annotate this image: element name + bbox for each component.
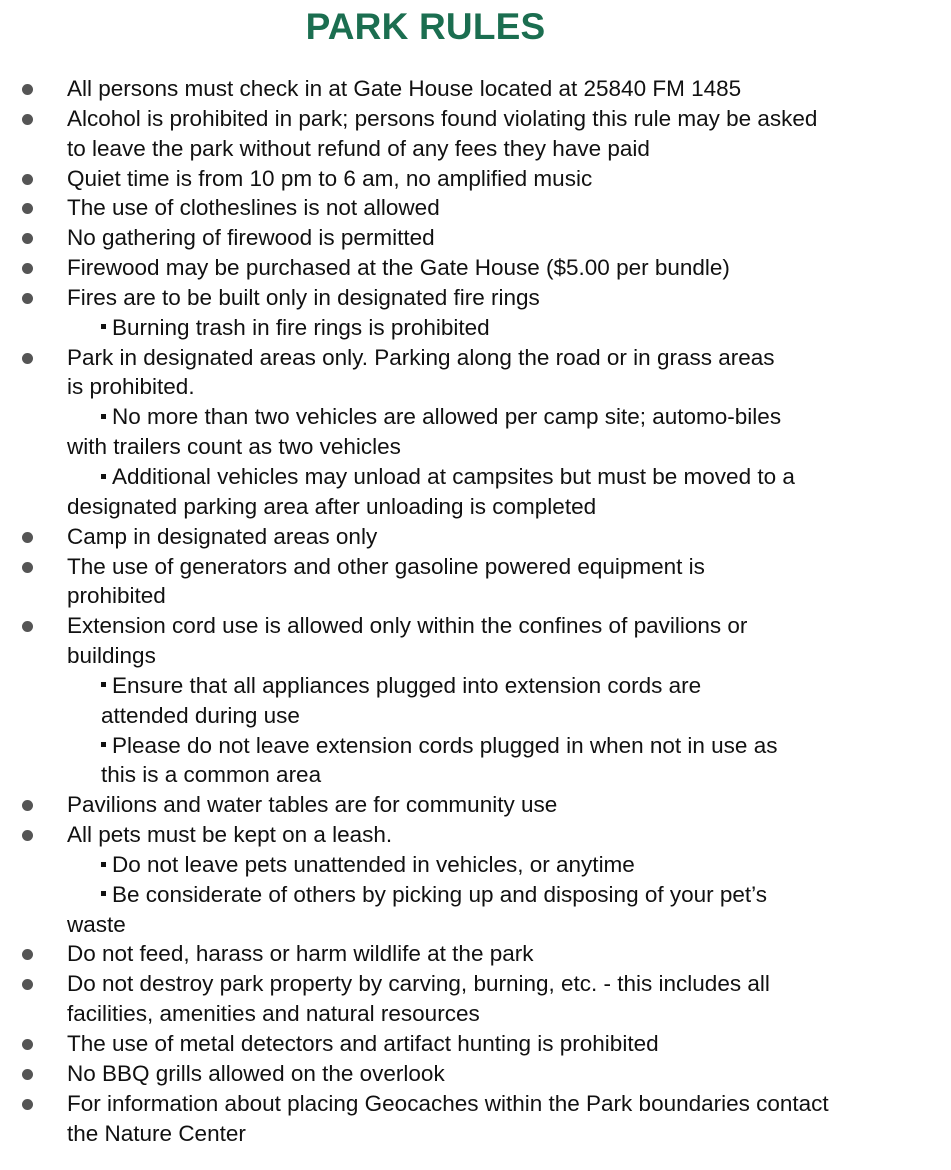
rule-item bbox=[0, 522, 900, 552]
bullet-icon bbox=[22, 830, 33, 841]
sub-rule-text: Additional vehicles may unload at campsites but must be moved to a designated parking area after unloading is completed bbox=[67, 463, 795, 519]
rules-list bbox=[0, 74, 900, 1148]
bullet-icon bbox=[22, 174, 33, 185]
rule-item bbox=[0, 1029, 900, 1059]
sub-rule-item bbox=[0, 850, 900, 880]
rule-item bbox=[0, 820, 900, 850]
square-bullet-icon bbox=[101, 742, 106, 747]
sub-rule-item bbox=[0, 313, 900, 343]
rule-text: Park in designated areas only. Parking along the road or in grass areas is prohibited. bbox=[67, 344, 775, 400]
rule-item bbox=[0, 1089, 837, 1149]
square-bullet-icon bbox=[101, 682, 106, 687]
rule-text: Extension cord use is allowed only within the confines of pavilions or buildings bbox=[67, 613, 748, 669]
rule-text: No BBQ grills allowed on the overlook bbox=[67, 1060, 445, 1086]
rule-item bbox=[0, 74, 900, 104]
sub-rule-text: Ensure that all appliances plugged into extension cords are attended during use bbox=[101, 672, 702, 728]
rule-item bbox=[0, 1059, 900, 1089]
bullet-icon bbox=[22, 1039, 33, 1050]
bullet-icon bbox=[22, 1099, 33, 1110]
rule-item bbox=[0, 164, 900, 194]
sub-rule-text: No more than two vehicles are allowed per camp site; automo-biles with trailers count as two vehicles bbox=[67, 404, 782, 460]
rule-item bbox=[0, 223, 900, 253]
square-bullet-icon bbox=[101, 474, 106, 479]
rule-text: No gathering of firewood is permitted bbox=[67, 225, 435, 251]
square-bullet-icon bbox=[101, 324, 106, 329]
sub-rule-text: Do not leave pets unattended in vehicles, or anytime bbox=[112, 851, 635, 877]
square-bullet-icon bbox=[101, 862, 106, 867]
rule-item bbox=[0, 611, 827, 671]
bullet-icon bbox=[22, 532, 33, 543]
rule-text: The use of generators and other gasoline powered equipment is prohibited bbox=[67, 553, 705, 609]
sub-rule-item bbox=[0, 880, 787, 940]
bullet-icon bbox=[22, 114, 33, 125]
rule-item bbox=[0, 104, 827, 164]
bullet-icon bbox=[22, 800, 33, 811]
rule-text: For information about placing Geocaches within the Park boundaries contact the Nature Center bbox=[67, 1090, 829, 1146]
rule-text: Quiet time is from 10 pm to 6 am, no amplified music bbox=[67, 165, 593, 191]
bullet-icon bbox=[22, 562, 33, 573]
bullet-icon bbox=[22, 621, 33, 632]
rule-item bbox=[0, 790, 900, 820]
sub-rule-item bbox=[0, 462, 837, 522]
rule-text: Camp in designated areas only bbox=[67, 523, 378, 549]
bullet-icon bbox=[22, 233, 33, 244]
sub-rule-item bbox=[0, 402, 815, 462]
rule-item bbox=[0, 939, 900, 969]
rule-item bbox=[0, 253, 900, 283]
rule-item bbox=[0, 193, 900, 223]
rule-text: The use of metal detectors and artifact hunting is prohibited bbox=[67, 1031, 659, 1056]
rule-text: Fires are to be built only in designated fire rings bbox=[67, 284, 540, 310]
bullet-icon bbox=[22, 293, 33, 304]
page-title: PARK RULES bbox=[305, 6, 546, 47]
square-bullet-icon bbox=[101, 891, 106, 896]
rule-text: All pets must be kept on a leash. bbox=[67, 822, 393, 848]
rule-item bbox=[0, 552, 787, 612]
rule-item bbox=[0, 969, 827, 1029]
sub-rule-text: Be considerate of others by picking up and disposing of your pet’s waste bbox=[67, 881, 767, 937]
bullet-icon bbox=[22, 84, 33, 95]
square-bullet-icon bbox=[101, 414, 106, 419]
sub-rule-item bbox=[0, 731, 791, 791]
bullet-icon bbox=[22, 263, 33, 274]
bullet-icon bbox=[22, 353, 33, 364]
rule-text: Pavilions and water tables are for community use bbox=[67, 792, 558, 818]
rule-text: All persons must check in at Gate House located at 25840 FM 1485 bbox=[67, 76, 742, 101]
rule-text: The use of clotheslines is not allowed bbox=[67, 195, 440, 221]
bullet-icon bbox=[22, 1069, 33, 1080]
bullet-icon bbox=[22, 949, 33, 960]
rule-text: Do not destroy park property by carving, burning, etc. - this includes all facilities, amenities and natural resources bbox=[67, 971, 770, 1027]
rule-item bbox=[0, 343, 787, 403]
sub-rule-text: Burning trash in fire rings is prohibited bbox=[112, 314, 490, 340]
bullet-icon bbox=[22, 979, 33, 990]
rule-item bbox=[0, 283, 900, 313]
rule-text: Firewood may be purchased at the Gate House ($5.00 per bundle) bbox=[67, 255, 730, 281]
bullet-icon bbox=[22, 203, 33, 214]
rule-text: Do not feed, harass or harm wildlife at the park bbox=[67, 941, 534, 967]
sub-rule-text: Please do not leave extension cords plugged in when not in use as this is a common area bbox=[101, 732, 778, 788]
sub-rule-item bbox=[0, 671, 791, 731]
rule-text: Alcohol is prohibited in park; persons found violating this rule may be asked to leave the park without refund of any fees they have paid bbox=[67, 105, 818, 161]
